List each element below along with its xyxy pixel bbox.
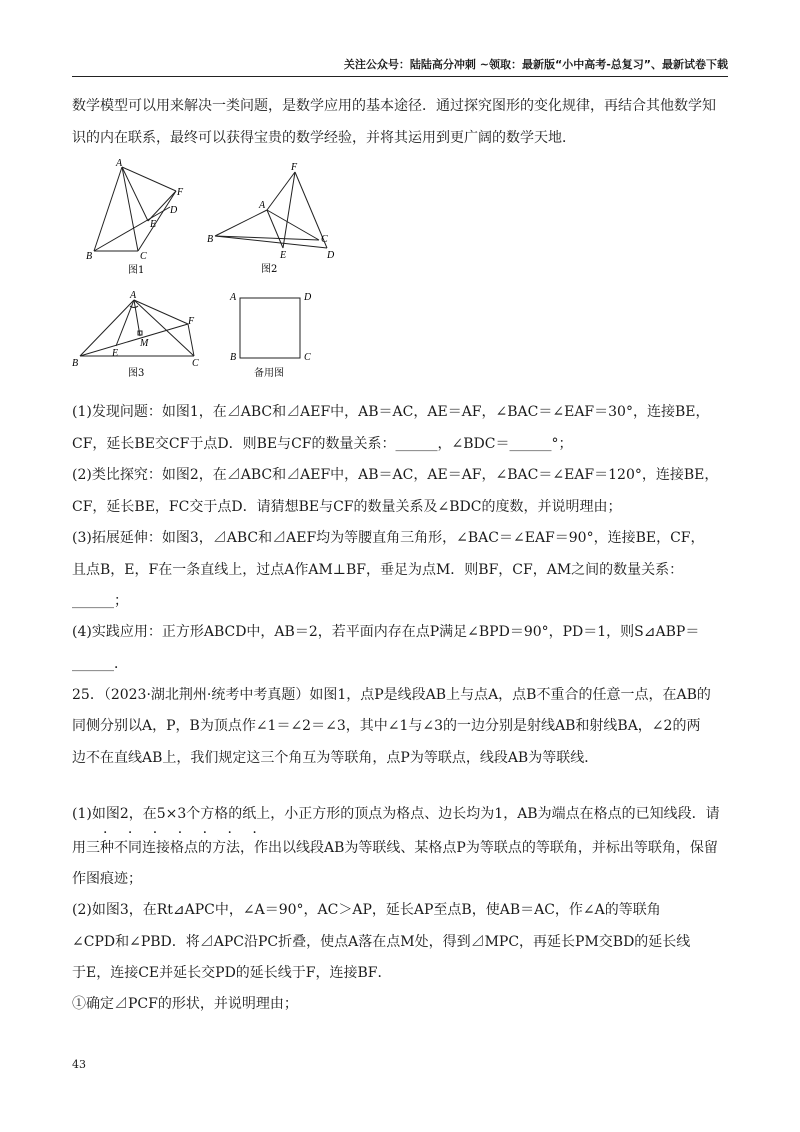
fig4-label-d: D (304, 292, 312, 303)
q25-line-1: 25．（2023·湖北荆州·统考中考真题）如图1，点P是线段AB上与点A，点B不重合的任意一点，在AB的 (72, 687, 711, 703)
fig1-label-b: B (86, 251, 93, 262)
q25-line-3: 边不在直线AB上，我们规定这三个角互为等联角，点P为等联点，线段AB为等联线． (72, 750, 599, 766)
q24-part2-line-b: CF，延长BE，FC交于点D．请猜想BE与CF的数量关系及∠BDC的度数，并说明理由； (72, 499, 622, 515)
fig2-label-a: A (259, 200, 266, 211)
q24-part4-line-b: ______． (72, 656, 128, 672)
q24-part2-line-a: (2)类比探究：如图2，在⊿ABC和⊿AEF中，AB＝AC，AE＝AF，∠BAC＝∠EAF＝120°，连接BE， (72, 467, 719, 483)
fig3-label-m: M (140, 338, 149, 349)
fig3-caption: 图3 (128, 368, 145, 379)
fig2-label-b: B (207, 234, 214, 245)
fig1-label-f: F (177, 187, 184, 198)
fig1-label-d: D (170, 205, 178, 216)
q25-sub2-line-d: ①确定⊿PCF的形状，并说明理由； (72, 996, 298, 1012)
q25-sub1-line-b: 用三种不同连接格点的方法，作出以线段AB为等联线、某格点P为等联点的等联角，并标出等联角，保留 (72, 840, 718, 856)
q24-part1-line-a: (1)发现问题：如图1，在⊿ABC和⊿AEF中，AB＝AC，AE＝AF，∠BAC＝∠EAF＝30°，连接BE， (72, 404, 710, 420)
fig4-label-a: A (230, 292, 237, 303)
q24-part1-line-b: CF，延长BE交CF于点D．则BE与CF的数量关系：______，∠BDC＝______°； (72, 436, 573, 452)
fig1-caption: 图1 (128, 265, 145, 276)
fig4-label-c: C (304, 352, 311, 363)
q24-part3-line-a: (3)拓展延伸：如图3，⊿ABC和⊿AEF均为等腰直角三角形，∠BAC＝∠EAF＝90°，连接BE，CF， (72, 530, 705, 546)
fig3-label-a: A (130, 290, 137, 301)
q25-sub1-line-a: (1)如图2，在5×3个方格的纸上，小正方形的顶点为格点、边长均为1，AB为端点在格点的已知线段．请 (72, 806, 720, 822)
q25-sub2-line-a: (2)如图3，在Rt⊿APC中，∠A＝90°，AC＞AP，延长AP至点B，使AB＝AC，作∠A的等联角 (72, 902, 661, 918)
fig3-label-b: B (72, 358, 79, 369)
fig2-caption: 图2 (261, 264, 278, 275)
fig1-label-a: A (116, 158, 123, 169)
fig2-label-f: F (291, 162, 298, 173)
intro-line-1: 数学模型可以用来解决一类问题，是数学应用的基本途径．通过探究图形的变化规律，再结合其他数学知 (72, 98, 716, 114)
fig3-label-c: C (192, 358, 199, 369)
q25-sub1-line-c: 作图痕迹； (72, 871, 142, 887)
q24-part4-line-a: (4)实践应用：正方形ABCD中，AB＝2，若平面内存在点P满足∠BPD＝90°，PD＝1，则S⊿ABP＝ (72, 624, 700, 640)
fig1-label-e: E (150, 219, 157, 230)
emphasis-dots: · · · · · · · (103, 825, 265, 841)
fig2-label-e: E (280, 250, 287, 261)
fig4-caption: 备用图 (254, 368, 284, 379)
page-header: 关注公众号：陆陆高分冲刺 ~领取：最新版“小中高考-总复习”、最新试卷下载 (72, 56, 728, 77)
fig1-label-c: C (140, 251, 147, 262)
figure-3 (72, 288, 207, 383)
figure-1 (82, 155, 192, 280)
q25-sub2-line-b: ∠CPD和∠PBD．将⊿APC沿PC折叠，使点A落在点M处，得到⊿MPC，再延长PM交BD的延长线 (72, 934, 691, 950)
page-number: 43 (72, 1058, 86, 1071)
figure-2 (205, 160, 340, 280)
fig2-label-c: C (321, 234, 328, 245)
fig3-label-f: F (188, 316, 195, 327)
q24-part3-line-b: 且点B，E，F在一条直线上，过点A作AM⊥BF，垂足为点M．则BF，CF，AM之间的数量关系： (72, 562, 684, 578)
fig4-label-b: B (230, 352, 237, 363)
figure-4 (226, 288, 326, 383)
q25-sub2-line-c: 于E，连接CE并延长交PD的延长线于F，连接BF． (72, 965, 392, 981)
q25-line-2: 同侧分别以A，P，B为顶点作∠1＝∠2＝∠3，其中∠1与∠3的一边分别是射线AB和射线BA，∠2的两 (72, 718, 701, 734)
intro-line-2: 识的内在联系，最终可以获得宝贵的数学经验，并将其运用到更广阔的数学天地． (72, 130, 576, 146)
fig3-label-e: E (112, 348, 119, 359)
q24-part3-line-c: ______； (72, 593, 128, 609)
fig2-label-d: D (327, 250, 335, 261)
